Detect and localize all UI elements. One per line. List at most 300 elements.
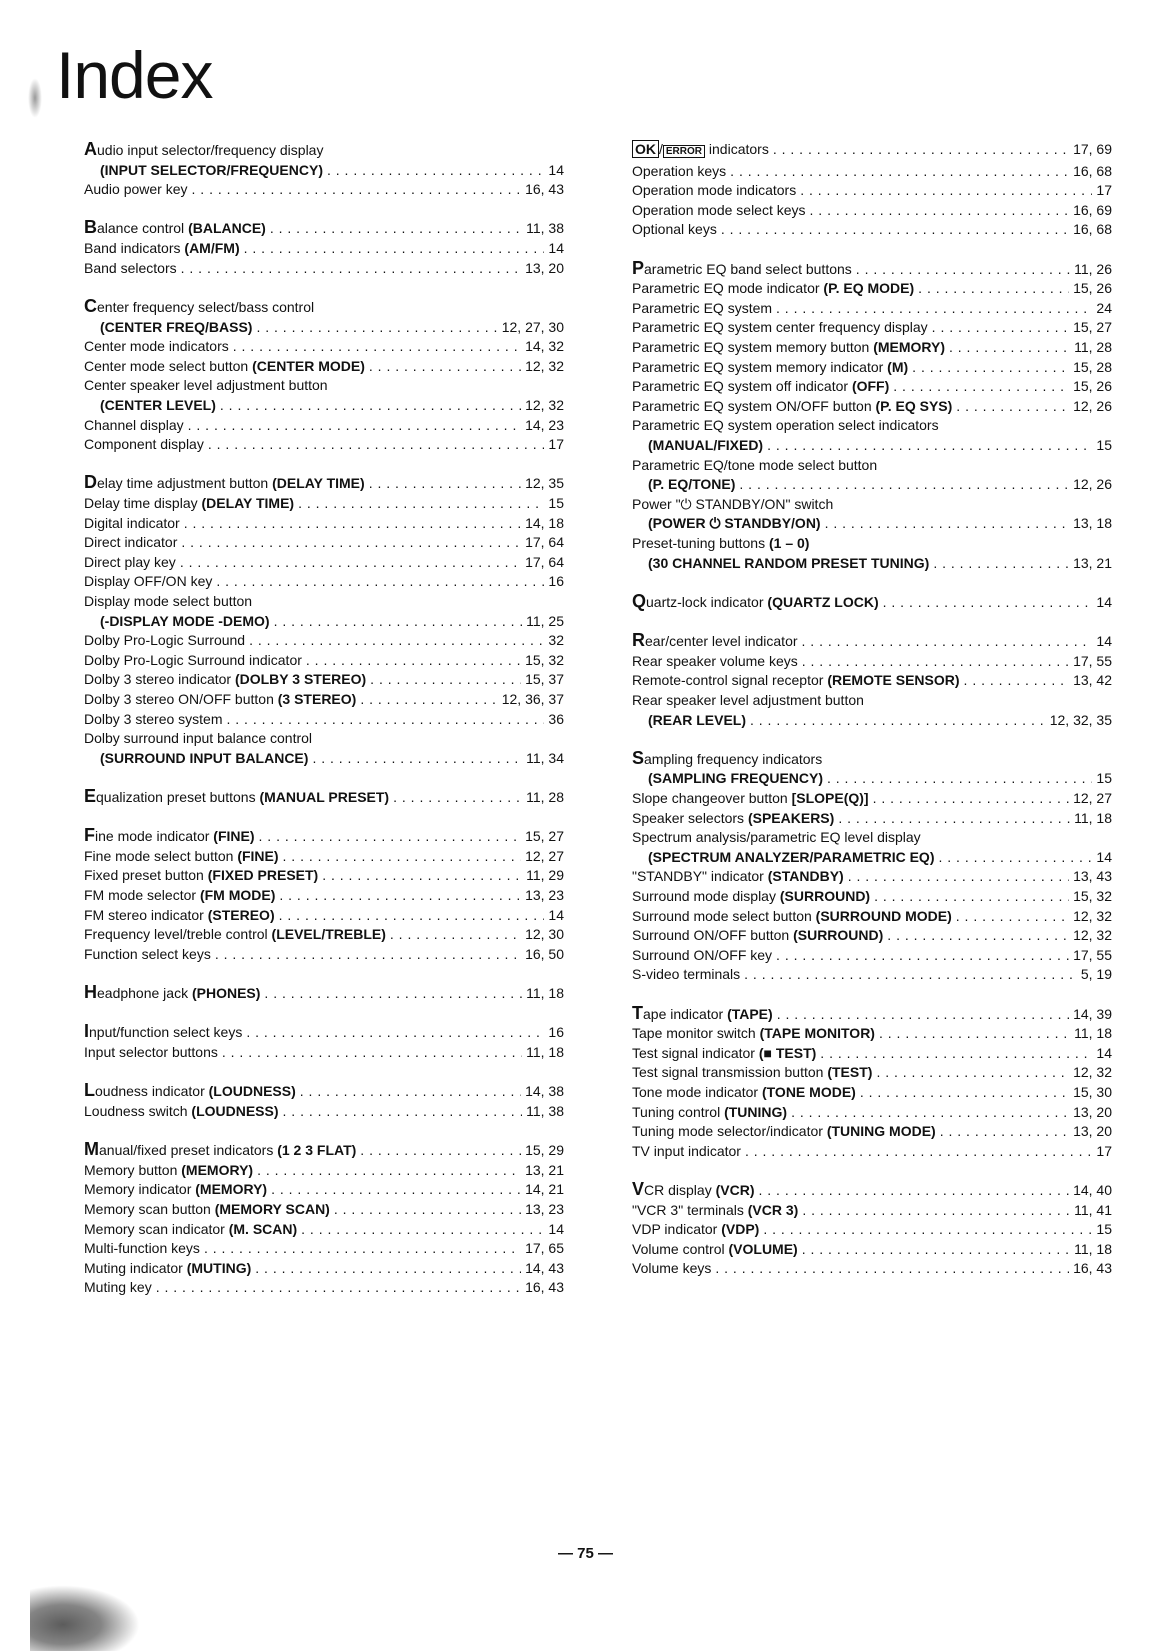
index-entry [632, 358, 1112, 378]
entry-fragment: oudness indicator [95, 1083, 209, 1100]
index-entry-line [84, 1022, 564, 1043]
index-entry-text [84, 729, 312, 749]
entry-fragment: Display OFF/ON key [84, 573, 213, 590]
entry-fragment: Frequency level/treble control [84, 926, 272, 943]
entry-fragment: S [632, 747, 645, 768]
index-entry [84, 218, 564, 239]
page-refs: 17 [1096, 1142, 1112, 1159]
index-entry [84, 1102, 564, 1122]
index-entry-text [632, 1004, 773, 1025]
dot-leader [933, 554, 1069, 574]
index-entry-line [632, 456, 1112, 476]
page-refs: 12, 32 [525, 357, 564, 374]
page-refs: 15, 26 [1073, 378, 1112, 395]
index-entry [632, 377, 1112, 397]
entry-fragment: Memory scan indicator [84, 1220, 229, 1237]
index-entry-line [84, 847, 564, 867]
index-entry-text [648, 711, 746, 731]
page-refs: 24 [1096, 299, 1112, 316]
control-label: (SURROUND) [779, 887, 871, 904]
page-refs: 13, 21 [1073, 554, 1112, 571]
index-entry-text [84, 180, 188, 200]
entry-fragment: A [84, 139, 97, 159]
entry-fragment: Tape monitor switch [632, 1025, 760, 1042]
control-label: (VOLUME) [728, 1240, 798, 1257]
index-entry-line [84, 396, 564, 416]
control-label: (MEMORY) [195, 1181, 268, 1198]
dot-leader [791, 1103, 1069, 1123]
entry-fragment: Memory scan button [84, 1200, 215, 1217]
index-entry-line [84, 318, 564, 338]
index-entry-line [632, 749, 1112, 770]
page-refs: 15 [1096, 437, 1112, 453]
index-entry-line [84, 140, 564, 161]
entry-fragment: S-video terminals [632, 966, 741, 983]
index-entry-line [632, 397, 1112, 417]
control-label: (STEREO) [207, 906, 275, 923]
dot-leader [227, 710, 545, 730]
dot-leader [802, 1201, 1070, 1221]
index-entry-line [632, 140, 1112, 162]
dot-leader [184, 514, 521, 534]
entry-fragment: FM stereo indicator [84, 906, 208, 923]
index-entry [632, 318, 1112, 338]
dot-leader [820, 1044, 1092, 1064]
index-entry-text [84, 826, 255, 847]
index-entry-line [632, 377, 1112, 397]
index-entry-line [632, 338, 1112, 358]
index-entry-line [632, 1044, 1112, 1064]
index-entry-text [84, 357, 365, 377]
index-entry-text [84, 218, 266, 239]
entry-fragment: Parametric EQ system off indicator [632, 378, 852, 395]
index-entry-line [632, 592, 1112, 613]
dot-leader [298, 494, 544, 514]
entry-fragment: Rear speaker level adjustment button [632, 691, 864, 708]
entry-fragment: indicators [705, 141, 769, 157]
control-label: (FINE) [237, 847, 279, 864]
control-label: (VDP) [721, 1221, 760, 1238]
entry-fragment: Optional keys [632, 221, 717, 238]
control-label: (STANDBY) [767, 868, 844, 885]
index-entry-line [632, 848, 1112, 868]
index-entry-line [84, 1081, 564, 1102]
index-entry-text [84, 1259, 251, 1279]
index-entry-text [84, 847, 279, 867]
index-entry-text [84, 592, 252, 612]
page-refs: 11, 18 [1074, 1240, 1112, 1257]
index-entry-text [632, 201, 806, 221]
index-group [84, 1081, 564, 1121]
control-label: (1 – 0) [768, 534, 810, 551]
index-group [632, 592, 1112, 613]
dot-leader [360, 690, 497, 710]
control-label: (SAMPLING FREQUENCY) [648, 770, 823, 787]
index-entry [632, 652, 1112, 672]
entry-fragment: Remote-control signal receptor [632, 672, 828, 689]
index-entry-text [84, 631, 245, 651]
control-label: (MANUAL/FIXED) [648, 437, 764, 453]
control-label: (AM/FM) [184, 240, 240, 257]
index-group [84, 218, 564, 278]
dot-leader [802, 632, 1093, 652]
index-entry-text [632, 1259, 711, 1279]
index-entry-line [84, 787, 564, 808]
index-group [632, 631, 1112, 730]
index-entry [84, 631, 564, 651]
index-entry-line [632, 162, 1112, 182]
index-entry [84, 416, 564, 436]
entry-fragment: L [84, 1080, 95, 1101]
entry-fragment: Parametric EQ system memory indicator [632, 358, 888, 375]
index-entry-line [84, 572, 564, 592]
index-entry [84, 180, 564, 200]
page-refs: 16, 68 [1073, 162, 1112, 179]
scan-artifact-bottom [30, 1585, 140, 1651]
dot-leader [856, 260, 1070, 280]
index-entry-text [84, 866, 318, 886]
index-entry-text [84, 1043, 218, 1063]
control-label: (MANUAL PRESET) [259, 788, 390, 805]
index-group [632, 140, 1112, 240]
dot-leader [181, 533, 521, 553]
dot-leader [802, 1240, 1070, 1260]
page-refs: 14 [1096, 848, 1112, 865]
index-entry-text [632, 259, 852, 280]
index-entry-line [632, 1024, 1112, 1044]
index-entry [632, 397, 1112, 417]
index-entry-text [84, 1140, 356, 1161]
page-refs: 15, 27 [525, 828, 564, 845]
index-entry-line [84, 945, 564, 965]
page-refs: 17, 55 [1073, 652, 1112, 669]
entry-fragment: Dolby 3 stereo ON/OFF button [84, 690, 278, 707]
entry-fragment: enter frequency select/bass control [97, 298, 315, 315]
page-refs: 13, 21 [525, 1161, 564, 1178]
index-entry-text [632, 1024, 875, 1044]
dot-leader [244, 239, 545, 259]
index-entry-line [632, 907, 1112, 927]
entry-fragment: Direct indicator [84, 534, 178, 551]
dot-leader [393, 788, 522, 808]
index-entry-line [632, 1201, 1112, 1221]
index-entry-line [84, 259, 564, 279]
page-refs: 36 [548, 710, 564, 727]
page-refs: 11, 18 [526, 985, 564, 1002]
page-refs: 14 [1096, 1044, 1112, 1061]
dot-leader [776, 946, 1069, 966]
page-refs: 12, 30 [525, 926, 564, 943]
dot-leader [370, 670, 521, 690]
index-entry [632, 1103, 1112, 1123]
control-label: (TAPE) [727, 1005, 773, 1022]
index-group [632, 1004, 1112, 1162]
index-entry [632, 1122, 1112, 1142]
index-entry-text [632, 1063, 872, 1083]
entry-fragment: Volume keys [632, 1260, 712, 1277]
entry-fragment: Digital indicator [84, 514, 180, 531]
entry-fragment: Slope changeover button [632, 789, 792, 806]
dot-leader [932, 318, 1069, 338]
index-entry-text [100, 161, 323, 181]
index-entry-text [632, 181, 796, 201]
index-entry-text [84, 670, 366, 690]
index-entry-text [632, 318, 928, 338]
index-entry [632, 926, 1112, 946]
index-entry [632, 259, 1112, 280]
index-entry [632, 299, 1112, 319]
dot-leader [334, 1200, 521, 1220]
index-entry-line [84, 1220, 564, 1240]
page-refs: 15, 26 [1073, 280, 1112, 297]
index-entry-line [632, 789, 1112, 809]
index-entry-text [632, 377, 889, 397]
page-refs: 16, 68 [1073, 221, 1112, 238]
control-label: (FM MODE) [199, 887, 276, 904]
index-entry [84, 435, 564, 455]
page-refs: 12, 35 [525, 475, 564, 492]
dot-leader [279, 886, 521, 906]
entry-fragment: Tuning mode selector/indicator [632, 1123, 827, 1140]
entry-fragment: ampling frequency indicators [644, 750, 823, 767]
index-entry-line [632, 1142, 1112, 1162]
index-entry [632, 181, 1112, 201]
entry-fragment: Operation mode indicators [632, 182, 797, 199]
index-entry [84, 983, 564, 1004]
index-entry-text [84, 297, 314, 318]
index-entry [632, 416, 1112, 455]
index-entry-text [632, 495, 833, 515]
index-entry-text [84, 533, 177, 553]
index-entry [632, 1044, 1112, 1064]
entry-fragment: anual/fixed preset indicators [99, 1142, 278, 1159]
entry-fragment: Test signal indicator [632, 1044, 759, 1061]
control-label: (REAR LEVEL) [648, 711, 746, 728]
control-label: (LOUDNESS) [191, 1102, 279, 1119]
page-refs: 15 [1096, 1221, 1112, 1238]
index-entry-text [648, 848, 935, 868]
index-entry-text [100, 396, 216, 416]
entry-fragment: Dolby surround input balance control [84, 730, 313, 747]
index-column-right [632, 140, 1112, 1298]
page-refs: 14 [548, 906, 564, 923]
index-entry [84, 787, 564, 808]
dot-leader [827, 769, 1092, 789]
entry-fragment: Operation mode select keys [632, 201, 806, 218]
index-entry-text [632, 456, 877, 476]
page-refs: 15, 32 [525, 651, 564, 668]
page-refs: 13, 23 [525, 1200, 564, 1217]
dot-leader [279, 906, 545, 926]
index-entry [632, 946, 1112, 966]
index-entry [84, 945, 564, 965]
entry-fragment: Dolby 3 stereo system [84, 710, 223, 727]
page-refs: 17, 55 [1073, 946, 1112, 963]
index-entry-line [84, 494, 564, 514]
page-refs: 11, 38 [526, 220, 564, 237]
entry-fragment: Center mode select button [84, 357, 253, 374]
index-entry [84, 357, 564, 377]
index-entry [84, 259, 564, 279]
control-label: (TUNING MODE) [826, 1123, 936, 1140]
index-entry [632, 887, 1112, 907]
index-entry-text [632, 279, 914, 299]
index-entry [632, 201, 1112, 221]
index-entry-line [84, 180, 564, 200]
page-refs: 11, 29 [526, 867, 564, 884]
entry-fragment: Memory indicator [84, 1181, 196, 1198]
index-entry [84, 826, 564, 847]
index-entry-text [632, 631, 798, 652]
page-refs: 14, 23 [525, 416, 564, 433]
dot-leader [327, 161, 544, 181]
dot-leader [249, 631, 544, 651]
entry-fragment: Operation keys [632, 162, 727, 179]
page-refs: 15, 28 [1073, 358, 1112, 375]
index-entry [632, 749, 1112, 789]
index-entry-text [84, 473, 365, 494]
index-entry-text [632, 1083, 856, 1103]
entry-fragment: Parametric EQ mode indicator [632, 280, 824, 297]
page-refs: 11, 38 [526, 1102, 564, 1119]
control-label: (TAPE MONITOR) [759, 1025, 875, 1042]
index-group [84, 297, 564, 455]
index-entry [632, 1201, 1112, 1221]
dot-leader [745, 1142, 1092, 1162]
dot-leader [312, 749, 522, 769]
entry-fragment: Surround mode select button [632, 907, 816, 924]
index-entry-line [84, 1102, 564, 1122]
entry-fragment: Display mode select button [84, 592, 253, 609]
index-entry-line [632, 926, 1112, 946]
page-refs: 11, 26 [1074, 260, 1112, 277]
entry-fragment: Fine mode select button [84, 847, 238, 864]
index-entry [632, 338, 1112, 358]
index-entry-text [632, 1220, 759, 1240]
page-refs: 12, 27 [525, 847, 564, 864]
index-entry [84, 925, 564, 945]
dot-leader [215, 945, 521, 965]
index-entry [84, 1200, 564, 1220]
entry-fragment: uartz-lock indicator [646, 593, 768, 610]
dot-leader [800, 181, 1092, 201]
index-entry-line [632, 554, 1112, 574]
control-label: (OFF) [851, 378, 890, 395]
dot-leader [879, 1024, 1070, 1044]
dot-leader [274, 612, 523, 632]
index-entry-line [84, 710, 564, 730]
page-refs: 17, 69 [1073, 141, 1112, 157]
index-entry [84, 866, 564, 886]
scan-artifact-top [28, 78, 42, 118]
dot-leader [283, 847, 522, 867]
index-entry-text [632, 338, 945, 358]
dot-leader [369, 474, 521, 494]
index-entry-line [84, 1278, 564, 1298]
index-entry-line [84, 670, 564, 690]
index-entry-text [84, 1200, 330, 1220]
dot-leader [918, 279, 1069, 299]
boxed-label: ERROR [663, 145, 705, 158]
dot-leader [838, 809, 1070, 829]
dot-leader [802, 652, 1069, 672]
entry-fragment: ine mode indicator [95, 828, 214, 845]
control-label: (FIXED PRESET) [207, 867, 319, 884]
index-entry [632, 1142, 1112, 1162]
index-entry-text [632, 652, 798, 672]
entry-fragment: Volume control [632, 1240, 729, 1257]
index-entry-text [84, 1161, 253, 1181]
page-refs: 17, 64 [525, 534, 564, 551]
index-entry-line [632, 711, 1112, 731]
page-refs: 16 [548, 573, 564, 590]
page-refs: 15 [1096, 770, 1112, 787]
index-entry-line [632, 1180, 1112, 1201]
index-entry-line [84, 514, 564, 534]
index-entry-text [84, 239, 240, 259]
entry-fragment: Loudness switch [84, 1102, 192, 1119]
index-entry-line [632, 809, 1112, 829]
index-entry-text [648, 436, 763, 456]
page-refs: 13, 20 [525, 259, 564, 276]
index-entry-text [632, 1240, 798, 1260]
index-entry-line [84, 866, 564, 886]
control-label: (M. SCAN) [228, 1220, 298, 1237]
index-entry [632, 592, 1112, 613]
index-entry-text [84, 906, 275, 926]
index-entry-text [84, 983, 260, 1004]
entry-fragment: Parametric EQ system center frequency display [632, 319, 928, 336]
page-refs: 12, 36, 37 [501, 690, 564, 707]
index-entry-text [84, 514, 180, 534]
page-refs: 17, 64 [525, 553, 564, 570]
entry-fragment: Multi-function keys [84, 1240, 200, 1257]
control-label: (30 CHANNEL RANDOM PRESET TUNING) [648, 554, 930, 571]
dot-leader [848, 867, 1069, 887]
entry-fragment: Function select keys [84, 945, 211, 962]
index-entry-line [632, 769, 1112, 789]
entry-fragment: Band selectors [84, 259, 177, 276]
index-entry-line [632, 279, 1112, 299]
index-entry-line [632, 631, 1112, 652]
dot-leader [156, 1278, 521, 1298]
page-refs: 12, 26 [1073, 476, 1112, 493]
index-entry-line [632, 475, 1112, 495]
index-entry-line [84, 729, 564, 749]
control-label: (CENTER FREQ/BASS) [100, 318, 253, 335]
index-entry-text [632, 965, 740, 985]
dot-leader [283, 1102, 523, 1122]
index-entry-line [84, 1043, 564, 1063]
index-entry-text [632, 1201, 798, 1221]
entry-fragment: CR display [644, 1182, 716, 1199]
index-entry [84, 651, 564, 671]
index-entry [632, 1004, 1112, 1025]
dot-leader [715, 1259, 1069, 1279]
index-entry [84, 376, 564, 415]
page-refs: 14, 38 [525, 1083, 564, 1100]
page-refs: 12, 27 [1073, 789, 1112, 806]
index-entry-line [632, 828, 1112, 848]
index-entry-line [84, 161, 564, 181]
index-entry-text [84, 1022, 242, 1043]
page-refs: 12, 32 [1073, 927, 1112, 944]
index-entry-line [632, 1004, 1112, 1025]
dot-leader [956, 397, 1069, 417]
index-group [84, 1022, 564, 1062]
entry-fragment: VDP indicator [632, 1221, 722, 1238]
index-entry [84, 494, 564, 514]
